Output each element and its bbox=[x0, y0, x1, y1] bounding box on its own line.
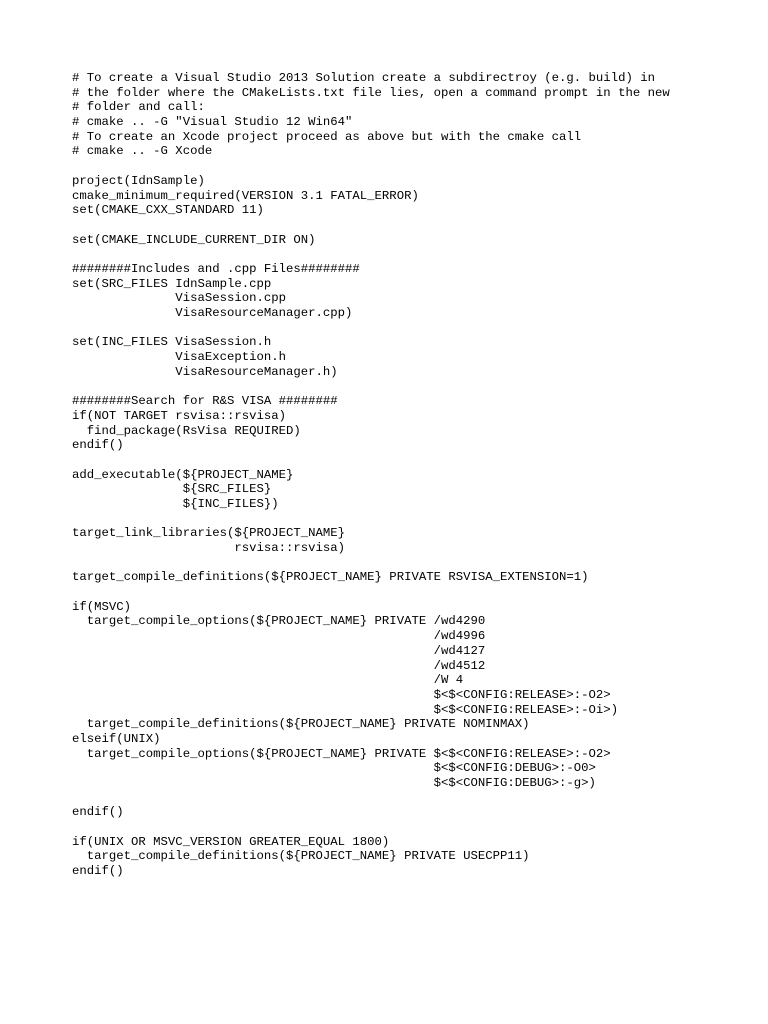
code-line: /wd4996 bbox=[72, 629, 486, 644]
blank-line bbox=[72, 453, 762, 468]
code-line: ########Includes and .cpp Files######## bbox=[72, 261, 360, 276]
blank-line bbox=[72, 218, 762, 233]
code-line: ${INC_FILES}) bbox=[72, 496, 279, 511]
code-line: target_compile_definitions(${PROJECT_NAME} PRIVATE RSVISA_EXTENSION=1) bbox=[72, 570, 589, 585]
code-line: target_link_libraries(${PROJECT_NAME} bbox=[72, 526, 346, 541]
code-line: target_compile_options(${PROJECT_NAME} PRIVATE /wd4290 bbox=[72, 614, 486, 629]
blank-line bbox=[72, 159, 762, 174]
code-line: # To create a Visual Studio 2013 Solution create a subdirectroy (e.g. build) in bbox=[72, 71, 655, 85]
blank-line bbox=[72, 321, 762, 336]
code-line: if(UNIX OR MSVC_VERSION GREATER_EQUAL 1800) bbox=[72, 834, 390, 849]
code-line: target_compile_definitions(${PROJECT_NAME} PRIVATE USECPP11) bbox=[72, 849, 530, 864]
code-line: endif() bbox=[72, 438, 124, 453]
code-line: set(CMAKE_CXX_STANDARD 11) bbox=[72, 203, 264, 218]
code-line: VisaResourceManager.cpp) bbox=[72, 306, 353, 320]
code-line: /W 4 bbox=[72, 673, 464, 688]
code-line: if(NOT TARGET rsvisa::rsvisa) bbox=[72, 408, 287, 423]
code-line: # To create an Xcode project proceed as above but with the cmake call bbox=[72, 129, 582, 144]
code-line: ${SRC_FILES} bbox=[72, 482, 272, 497]
code-line: if(MSVC) bbox=[72, 599, 132, 614]
code-line: /wd4512 bbox=[72, 658, 486, 673]
code-line: endif() bbox=[72, 805, 124, 820]
code-line: set(CMAKE_INCLUDE_CURRENT_DIR ON) bbox=[72, 232, 316, 247]
code-line: VisaResourceManager.h) bbox=[72, 364, 338, 379]
code-line: target_compile_definitions(${PROJECT_NAME} PRIVATE NOMINMAX) bbox=[72, 717, 530, 732]
code-line: cmake_minimum_required(VERSION 3.1 FATAL_ERROR) bbox=[72, 188, 419, 203]
code-line: elseif(UNIX) bbox=[72, 731, 161, 746]
code-line: $<$<CONFIG:DEBUG>:-O0> bbox=[72, 761, 596, 776]
code-line: add_executable(${PROJECT_NAME} bbox=[72, 467, 294, 482]
code-line: target_compile_options(${PROJECT_NAME} PRIVATE $<$<CONFIG:RELEASE>:-O2> bbox=[72, 746, 611, 761]
code-line: set(SRC_FILES IdnSample.cpp bbox=[72, 276, 272, 291]
code-line: set(INC_FILES VisaSession.h bbox=[72, 335, 272, 350]
code-line: # cmake .. -G Xcode bbox=[72, 144, 213, 159]
code-line: VisaSession.cpp bbox=[72, 291, 287, 306]
code-line: $<$<CONFIG:RELEASE>:-O2> bbox=[72, 687, 611, 702]
code-line: endif() bbox=[72, 864, 124, 879]
cmake-listing bbox=[72, 71, 762, 879]
code-line: project(IdnSample) bbox=[72, 173, 205, 188]
code-line: ########Search for R&S VISA ######## bbox=[72, 394, 338, 409]
code-line: # folder and call: bbox=[72, 100, 205, 115]
code-line: rsvisa::rsvisa) bbox=[72, 541, 346, 555]
blank-line bbox=[72, 820, 762, 835]
blank-line bbox=[72, 247, 762, 262]
blank-line bbox=[72, 512, 762, 527]
code-line: # the folder where the CMakeLists.txt file lies, open a command prompt in the new bbox=[72, 85, 670, 100]
blank-line bbox=[72, 791, 762, 806]
code-line: VisaException.h bbox=[72, 350, 287, 365]
code-line: $<$<CONFIG:RELEASE>:-Oi>) bbox=[72, 702, 619, 717]
code-line: $<$<CONFIG:DEBUG>:-g>) bbox=[72, 776, 596, 790]
blank-line bbox=[72, 585, 762, 600]
code-line: /wd4127 bbox=[72, 643, 486, 658]
blank-line bbox=[72, 379, 762, 394]
code-line: find_package(RsVisa REQUIRED) bbox=[72, 423, 301, 438]
blank-line bbox=[72, 556, 762, 571]
code-line: # cmake .. -G "Visual Studio 12 Win64" bbox=[72, 115, 353, 130]
